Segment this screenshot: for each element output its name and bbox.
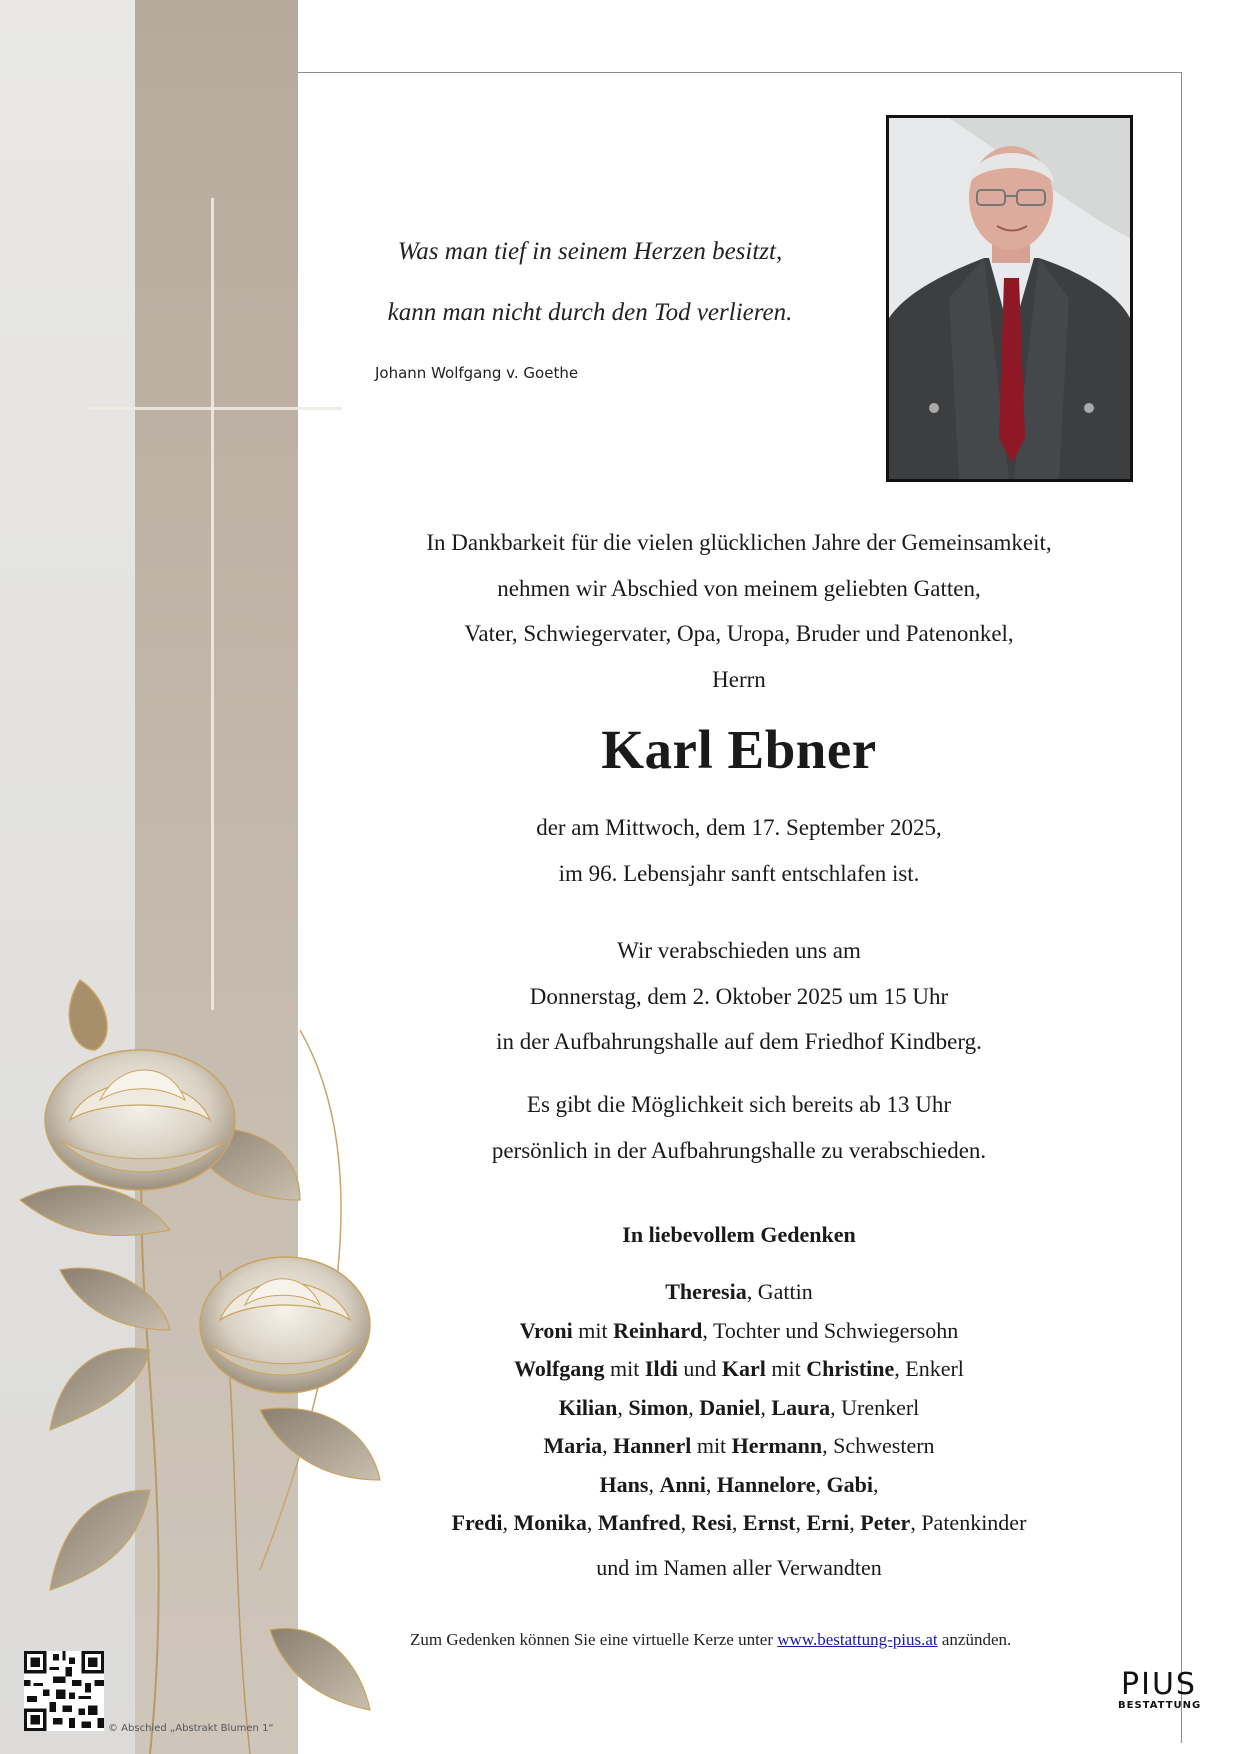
qr-code (24, 1651, 104, 1731)
family-text: , Enkerl (894, 1356, 964, 1381)
death-text (330, 805, 1148, 896)
death-line-2: im 96. Lebensjahr sanft entschlafen ist. (558, 860, 920, 886)
family-name: Peter (860, 1510, 911, 1535)
deceased-name: Karl Ebner (601, 719, 877, 780)
viewing-text (330, 1082, 1148, 1173)
memory-heading: In liebevollem Gedenken (622, 1222, 856, 1247)
family-name: Vroni (519, 1317, 573, 1343)
family-name: Hannelore (716, 1471, 816, 1497)
family-name: Monika (513, 1510, 587, 1535)
family-list (330, 1273, 1148, 1587)
portrait-photo (886, 115, 1133, 482)
family-text: mit (572, 1317, 614, 1343)
family-name: Daniel (699, 1394, 761, 1420)
family-name: Hans (599, 1471, 649, 1497)
family-text: , (815, 1471, 827, 1497)
family-text: , (760, 1394, 772, 1420)
family-text: , (872, 1471, 879, 1497)
death-line-1: der am Mittwoch, dem 17. September 2025, (536, 815, 942, 840)
family-row (330, 1350, 1148, 1389)
family-name: Wolfgang (514, 1356, 605, 1381)
family-text: , (849, 1510, 861, 1535)
candle-text: Zum Gedenken können Sie eine virtuelle Kerze unter (410, 1630, 778, 1649)
family-name: Laura (771, 1394, 831, 1420)
family-name: Kilian (558, 1394, 618, 1420)
family-name: Christine (806, 1356, 895, 1381)
family-name: Karl (721, 1356, 766, 1381)
pius-logo (1118, 1667, 1202, 1711)
family-name: Manfred (597, 1510, 681, 1535)
viewing-line-2: persönlich in der Aufbahrungshalle zu verabschieden. (491, 1137, 987, 1163)
image-copyright: © Abschied „Abstrakt Blumen 1“ (108, 1723, 274, 1734)
family-name: Reinhard (613, 1317, 703, 1343)
family-text: , (502, 1510, 514, 1535)
family-name: Hermann (731, 1433, 823, 1458)
family-text: und (677, 1356, 722, 1381)
family-row: und im Namen aller Verwandten (596, 1554, 882, 1580)
family-name: Gabi (826, 1471, 873, 1497)
family-text: , Urenkerl (830, 1394, 920, 1420)
logo-subtext: BESTATTUNG (1118, 1700, 1202, 1711)
family-text: , Tochter und Schwiegersohn (702, 1317, 959, 1343)
family-row (330, 1389, 1148, 1428)
family-name: Maria (543, 1433, 603, 1458)
family-text: , (731, 1510, 743, 1535)
family-text: , (617, 1394, 629, 1420)
family-name: Hannerl (613, 1433, 692, 1458)
intro-line-4: Herrn (712, 666, 766, 692)
candle-note (410, 1630, 1011, 1650)
family-text: , Patenkinder (910, 1510, 1027, 1535)
funeral-line-2: Donnerstag, dem 2. Oktober 2025 um 15 Uhr (529, 983, 949, 1009)
family-row (330, 1312, 1148, 1351)
logo-text: PIUS (1121, 1667, 1197, 1702)
intro-line-2: nehmen wir Abschied von meinem geliebten Gatten, (497, 575, 981, 601)
quote-line-1: Was man tief in seinem Herzen besitzt, (397, 238, 783, 265)
website-link[interactable]: www.bestattung-pius.at (777, 1630, 938, 1649)
family-name: Fredi (451, 1510, 503, 1535)
family-name: Ildi (644, 1356, 678, 1381)
family-text: mit (691, 1433, 732, 1458)
family-row (330, 1427, 1148, 1466)
family-name: Anni (659, 1471, 706, 1497)
intro-line-3: Vater, Schwiegervater, Opa, Uropa, Bruder und Patenonkel, (464, 621, 1014, 646)
family-name: Simon (628, 1394, 689, 1420)
family-name: Ernst (742, 1510, 796, 1535)
family-row (330, 1504, 1148, 1543)
candle-text-end: anzünden. (937, 1630, 1012, 1649)
funeral-line-3: in der Aufbahrungshalle auf dem Friedhof Kindberg. (496, 1029, 982, 1054)
family-text: , (648, 1471, 660, 1497)
quote-author: Johann Wolfgang v. Goethe (375, 364, 579, 382)
family-text: , (680, 1510, 692, 1535)
cross-icon-vertical (211, 198, 214, 1010)
family-text: , Gattin (746, 1279, 813, 1304)
family-row (330, 1273, 1148, 1312)
family-text: , (688, 1394, 700, 1420)
family-row (330, 1466, 1148, 1505)
family-name: Erni (806, 1510, 850, 1535)
funeral-line-1: Wir verabschieden uns am (617, 938, 861, 963)
family-text: , (705, 1471, 717, 1497)
family-name: Resi (691, 1510, 732, 1535)
quote-line-2: kann man nicht durch den Tod verlieren. (387, 299, 793, 326)
family-text: , (602, 1433, 614, 1458)
funeral-text (330, 928, 1148, 1065)
viewing-line-1: Es gibt die Möglichkeit sich bereits ab 13 Uhr (526, 1092, 952, 1117)
family-name: Theresia (665, 1279, 747, 1304)
family-text: , (586, 1510, 598, 1535)
family-text: mit (765, 1356, 807, 1381)
intro-text (330, 520, 1148, 702)
family-text: , (795, 1510, 807, 1535)
intro-line-1: In Dankbarkeit für die vielen glücklichen Jahre der Gemeinsamkeit, (426, 530, 1052, 555)
family-text: , Schwestern (822, 1433, 935, 1458)
family-text: mit (604, 1356, 645, 1381)
